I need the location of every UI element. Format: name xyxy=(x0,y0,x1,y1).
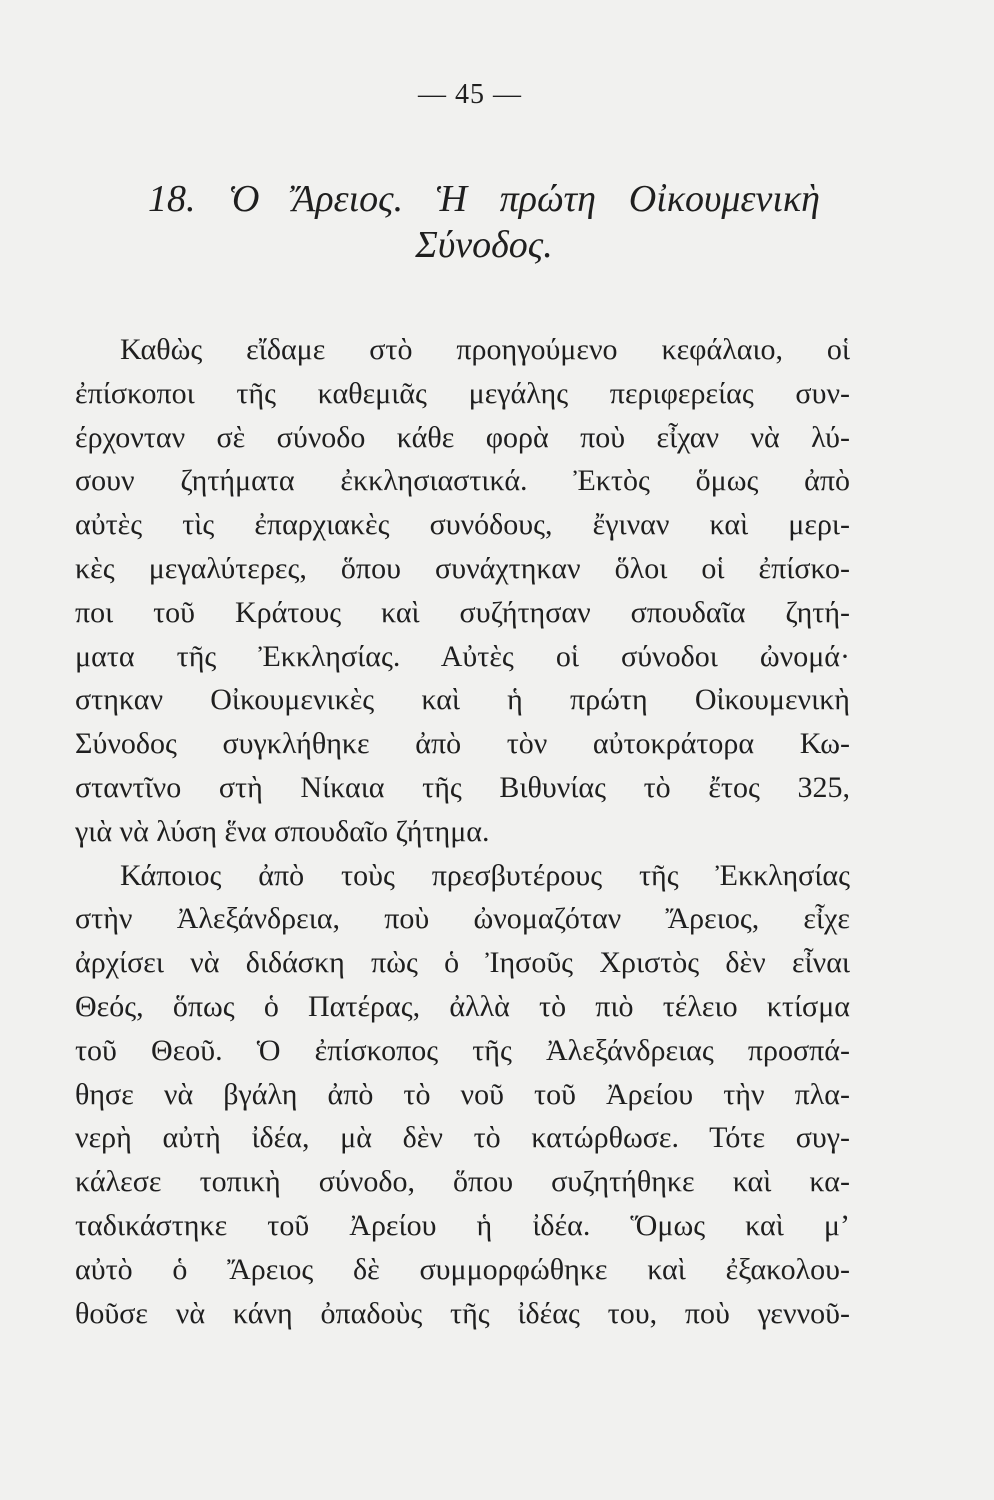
text-line: Καθὼς εἴδαμε στὸ προηγούμενο κεφάλαιο, οἱ xyxy=(120,333,850,366)
text-line: τοῦ Θεοῦ. Ὁ ἐπίσκοπος τῆς Ἀλεξάνδρειας προσπά- xyxy=(75,1033,850,1067)
text-line: θοῦσε νὰ κάνη ὀπαδοὺς τῆς ἰδέας του, ποὺ γεννοῦ- xyxy=(75,1296,850,1330)
text-line: ματα τῆς Ἐκκλησίας. Αὐτὲς οἱ σύνοδοι ὠνομά· xyxy=(75,639,850,673)
text-line: ποι τοῦ Κράτους καὶ συζήτησαν σπουδαῖα ζητή- xyxy=(75,595,850,629)
text-line: Θεός, ὅπως ὁ Πατέρας, ἀλλὰ τὸ πιὸ τέλειο κτίσμα xyxy=(75,989,850,1023)
body-text xyxy=(75,328,850,1335)
text-line: θησε νὰ βγάλη ἀπὸ τὸ νοῦ τοῦ Ἀρείου τὴν πλα- xyxy=(75,1077,850,1111)
text-line: νερὴ αὐτὴ ἰδέα, μὰ δὲν τὸ κατώρθωσε. Τότε συγ- xyxy=(75,1121,850,1155)
text-line: κάλεσε τοπικὴ σύνοδο, ὅπου συζητήθηκε καὶ κα- xyxy=(75,1165,850,1199)
text-line: στηκαν Οἰκουμενικὲς καὶ ἡ πρώτη Οἰκουμενικὴ xyxy=(75,683,850,717)
text-line: αὐτὸ ὁ Ἄρειος δὲ συμμορφώθηκε καὶ ἐξακολου- xyxy=(75,1252,850,1286)
text-line: ταδικάστηκε τοῦ Ἀρείου ἡ ἰδέα. Ὅμως καὶ μ’ xyxy=(75,1208,850,1242)
chapter-title-line-1: 18. Ὁ Ἄρειος. Ἡ πρώτη Οἰκουμενικὴ xyxy=(148,178,820,220)
text-line: ἀρχίσει νὰ διδάσκη πὼς ὁ Ἰησοῦς Χριστὸς δὲν εἶναι xyxy=(75,946,850,980)
text-line: ἐπίσκοποι τῆς καθεμιᾶς μεγάλης περιφερείας συν- xyxy=(75,376,850,410)
text-line: σουν ζητήματα ἐκκλησιαστικά. Ἐκτὸς ὅμως ἀπὸ xyxy=(75,464,850,498)
text-line: κὲς μεγαλύτερες, ὅπου συνάχτηκαν ὅλοι οἱ ἐπίσκο- xyxy=(75,551,850,585)
text-line: Κάποιος ἀπὸ τοὺς πρεσβυτέρους τῆς Ἐκκλησίας xyxy=(120,858,850,892)
page-number: — 45 — xyxy=(418,79,522,110)
paragraph-1 xyxy=(75,328,850,854)
text-line: γιὰ νὰ λύση ἕνα σπουδαῖο ζήτημα. xyxy=(75,814,490,848)
paragraph-2 xyxy=(75,854,850,1336)
chapter-title-line-2: Σύνοδος. xyxy=(415,224,553,266)
text-line: Σύνοδος συγκλήθηκε ἀπὸ τὸν αὐτοκράτορα Κω- xyxy=(75,727,850,761)
text-line: στὴν Ἀλεξάνδρεια, ποὺ ὠνομαζόταν Ἄρειος, εἶχε xyxy=(75,902,850,936)
text-line: αὐτὲς τὶς ἐπαρχιακὲς συνόδους, ἔγιναν καὶ μερι- xyxy=(75,508,850,542)
text-line: έρχονταν σὲ σύνοδο κάθε φορὰ ποὺ εἶχαν νὰ λύ- xyxy=(75,420,850,454)
text-line: σταντῖνο στὴ Νίκαια τῆς Βιθυνίας τὸ ἔτος 325, xyxy=(75,770,850,804)
